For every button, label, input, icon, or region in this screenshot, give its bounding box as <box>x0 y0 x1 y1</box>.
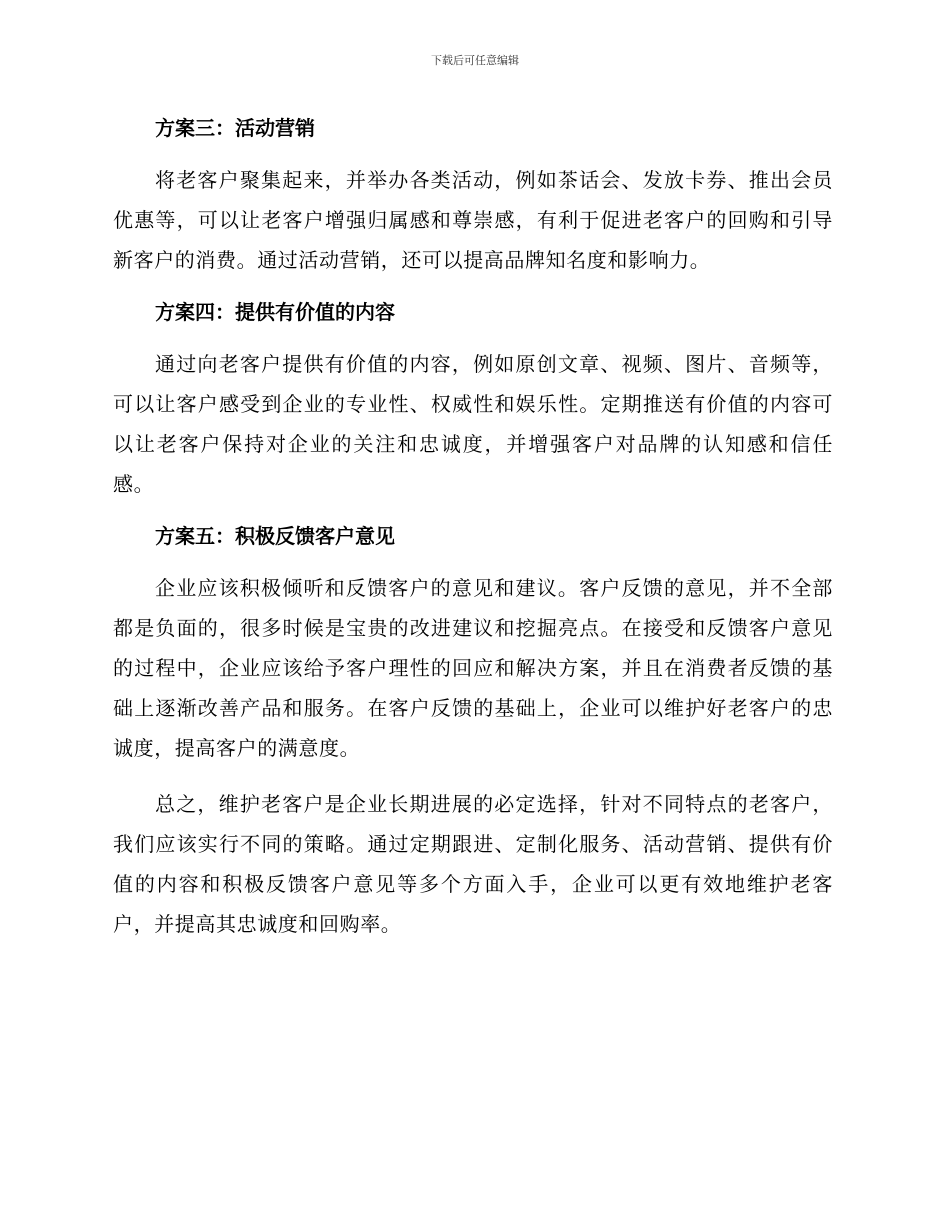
section-title-plan-5: 方案五：积极反馈客户意见 <box>155 524 395 548</box>
document-body <box>113 108 833 956</box>
section-title-plan-4: 方案四：提供有价值的内容 <box>155 300 395 324</box>
section-title-plan-3: 方案三：活动营销 <box>155 116 315 140</box>
section-body-plan-4: 通过向老客户提供有价值的内容，例如原创文章、视频、图片、音频等，可以让客户感受到企业的专业性、权威性和娱乐性。定期推送有价值的内容可以让老客户保持对企业的关注和忠诚度，并增强客户对品牌的认知感和信任感。 <box>113 352 833 496</box>
section-body-plan-5: 企业应该积极倾听和反馈客户的意见和建议。客户反馈的意见，并不全部都是负面的，很多时候是宝贵的改进建议和挖掘亮点。在接受和反馈客户意见的过程中，企业应该给予客户理性的回应和解决方案，并且在消费者反馈的基础上逐渐改善产品和服务。在客户反馈的基础上，企业可以维护好老客户的忠诚度，提高客户的满意度。 <box>113 576 833 760</box>
section-body-plan-3: 将老客户聚集起来，并举办各类活动，例如茶话会、发放卡券、推出会员优惠等，可以让老客户增强归属感和尊崇感，有利于促进老客户的回购和引导新客户的消费。通过活动营销，还可以提高品牌知名度和影响力。 <box>113 168 833 272</box>
conclusion-paragraph: 总之，维护老客户是企业长期进展的必定选择，针对不同特点的老客户，我们应该实行不同的策略。通过定期跟进、定制化服务、活动营销、提供有价值的内容和积极反馈客户意见等多个方面入手，企业可以更有效地维护老客户，并提高其忠诚度和回购率。 <box>113 792 833 936</box>
page-header: 下载后可任意编辑 <box>431 54 519 67</box>
